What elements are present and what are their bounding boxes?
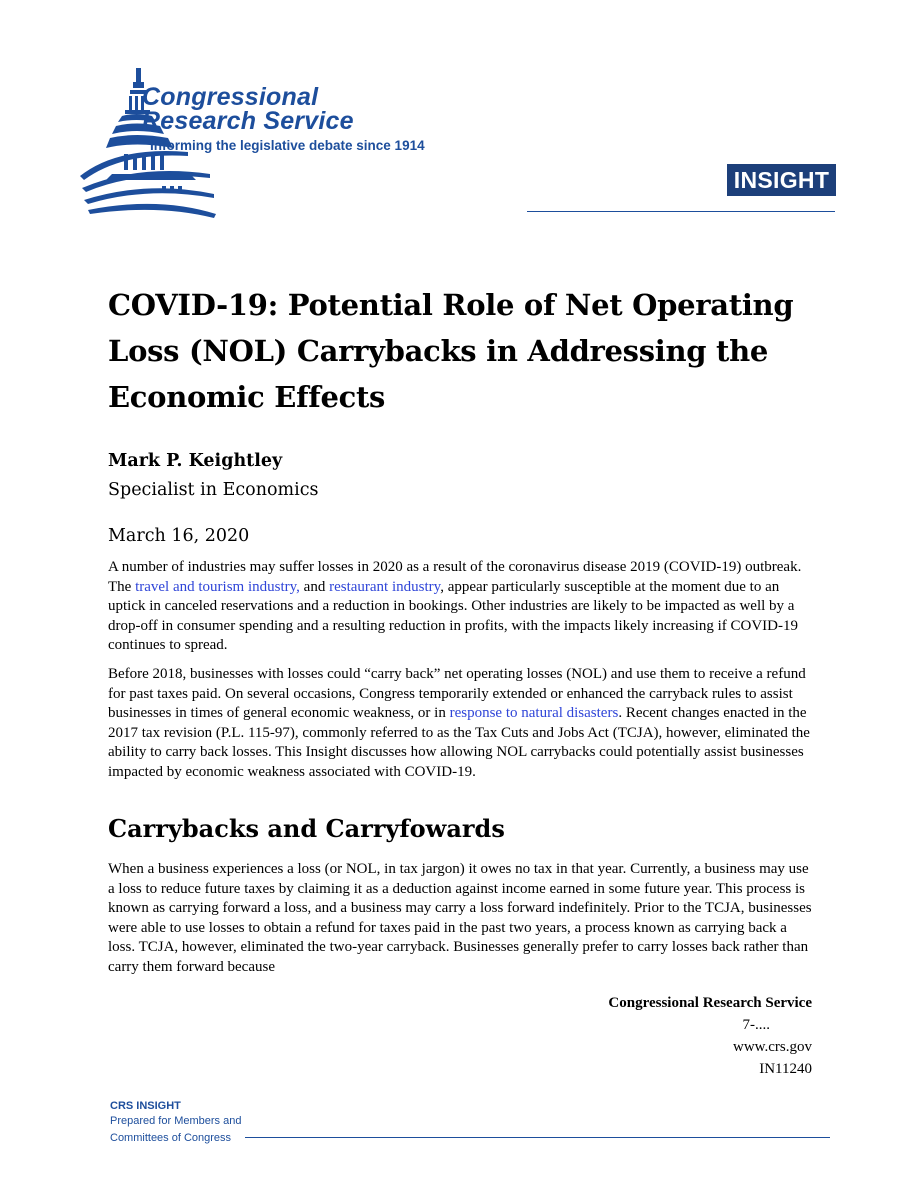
background-paragraph — [108, 665, 816, 783]
org-tagline: Informing the legislative debate since 1914 — [150, 138, 425, 153]
header-divider — [527, 211, 835, 212]
org-name-line1: Congressional — [142, 83, 319, 111]
travel-tourism-link[interactable]: travel and tourism industry, — [135, 578, 300, 595]
footer-divider — [245, 1137, 830, 1138]
bottom-brand — [110, 1100, 241, 1147]
author-role: Specialist in Economics — [108, 480, 319, 500]
footer-org-name: Congressional Research Service — [608, 995, 812, 1011]
page-title: COVID-19: Potential Role of Net Operating Loss (NOL) Carrybacks in Addressing the Economic Effects — [108, 288, 794, 414]
section-heading: Carrybacks and Carryfowards — [108, 814, 505, 843]
natural-disasters-link[interactable]: response to natural disasters — [449, 705, 619, 722]
footer-website: www.crs.gov — [732, 1039, 812, 1055]
author-name: Mark P. Keightley — [108, 451, 283, 471]
bottom-brand-line2: Prepared for Members and — [110, 1115, 242, 1127]
paragraph-text: and — [299, 578, 330, 595]
restaurant-industry-link[interactable]: restaurant industry — [329, 578, 441, 595]
publication-date: March 16, 2020 — [108, 526, 250, 546]
paragraph-text: Before 2018, businesses with losses could “carry back” net operating losses (NOL) and use them to receive a refund for past taxes paid. On several occasions, Congress temporarily extended or enhanced the carryback rules to assist businesses in times of general economic weakness, or in — [108, 666, 806, 722]
section-paragraph: When a business experiences a loss (or NOL, in tax jargon) it owes no tax in that year. Currently, a business may use a loss to reduce future taxes by claiming it as a deduction against income earned in some future year. This process is known as carrying forward a loss, and a business may carry a loss forward indefinitely. Prior to the TCJA, businesses were able to use losses to obtain a refund for taxes paid in the past two years, a process known as carrying back a loss. TCJA, however, eliminated the two-year carryback. Businesses generally prefer to carry losses back rather than carry them forward because — [108, 861, 812, 975]
paragraph-text: , appear particularly susceptible at the moment due to an uptick in canceled reservations and a reduction in bookings. Other industries are likely to be impacted as well by a drop-off in consumer spending and a resulting reduction in profits, with the impacts likely increasing if COVID-19 continues to spread. — [108, 578, 798, 654]
footer-report-id: IN11240 — [759, 1061, 812, 1077]
paragraph-text: . Recent changes enacted in the 2017 tax revision (P.L. 115-97), commonly referred to as the Tax Cuts and Jobs Act (TCJA), however, eliminated the ability to carry back losses. This Insight discusses how allowing NOL carrybacks could potentially assist businesses impacted by economic weakness associated with COVID-19. — [108, 705, 810, 780]
intro-paragraph — [108, 558, 816, 656]
insight-badge: INSIGHT — [727, 164, 836, 196]
footer-info — [608, 992, 812, 1080]
footer-code: 7-.... — [742, 1017, 770, 1033]
paragraph-text: A number of industries may suffer losses in 2020 as a result of the coronavirus disease 2019 (COVID-19) outbreak. The — [108, 559, 802, 595]
org-name-line2: Research Service — [142, 107, 354, 135]
bottom-brand-title: CRS INSIGHT — [110, 1100, 181, 1112]
bottom-brand-line3: Committees of Congress — [110, 1132, 232, 1144]
